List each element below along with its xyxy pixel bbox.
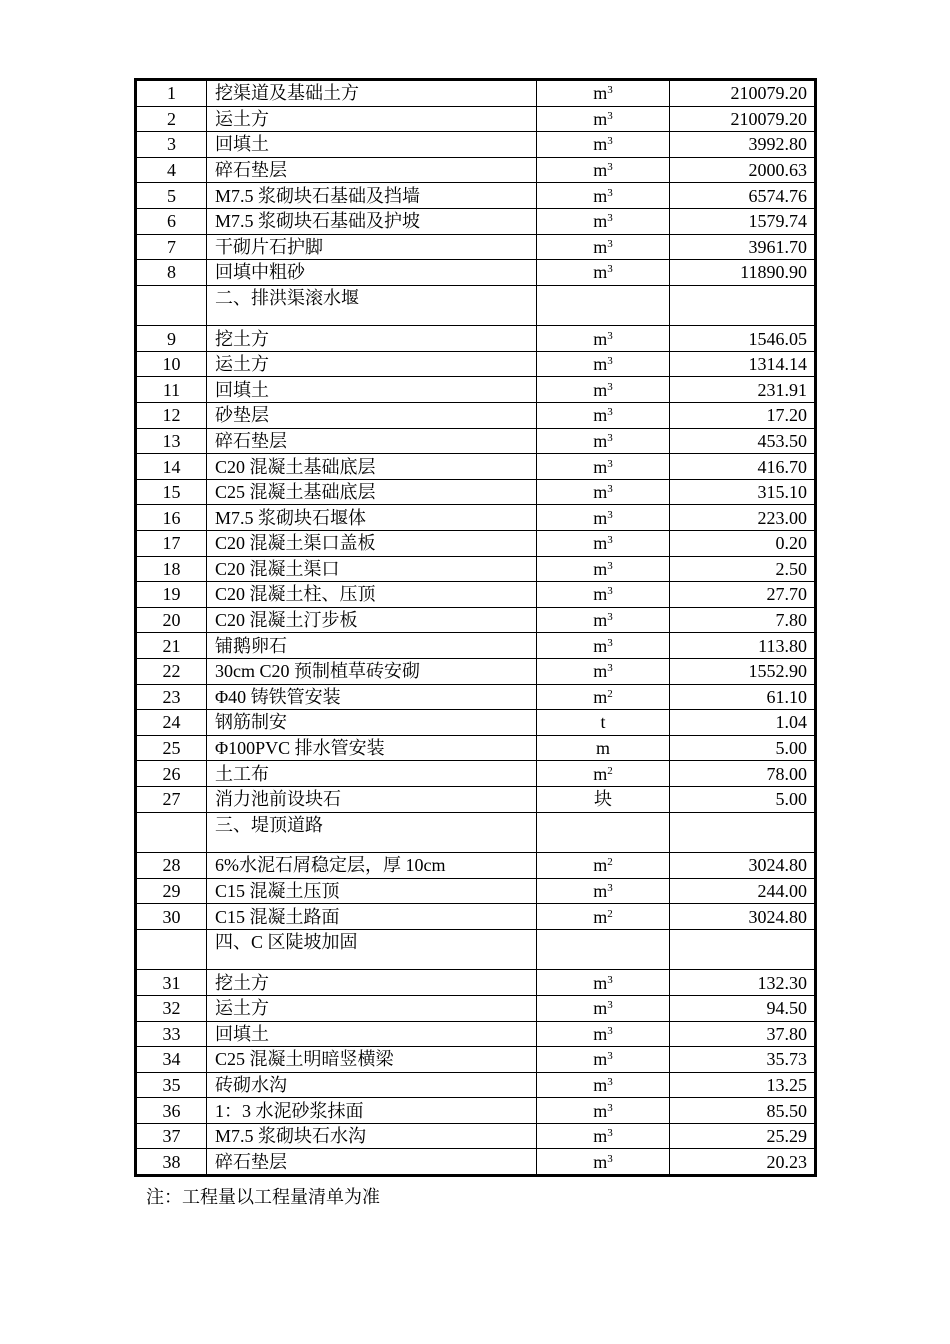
- row-number: 28: [136, 853, 207, 879]
- item-name: 运土方: [207, 995, 537, 1021]
- quantity-value: 78.00: [670, 761, 816, 787]
- table-row: [136, 878, 816, 904]
- item-name: 回填土: [207, 1021, 537, 1047]
- unit-text: m: [593, 379, 608, 400]
- unit-text: m: [593, 1023, 608, 1044]
- unit-text: m: [593, 763, 608, 784]
- unit-text: m: [593, 262, 608, 283]
- unit-text: m: [593, 1151, 608, 1172]
- unit-cell: [537, 853, 670, 879]
- quantity-value: 2.50: [670, 556, 816, 582]
- table-row: [136, 904, 816, 930]
- unit-cell: [537, 351, 670, 377]
- quantity-value: 132.30: [670, 970, 816, 996]
- row-number: 32: [136, 995, 207, 1021]
- item-name: 挖土方: [207, 326, 537, 352]
- unit-text: m: [593, 354, 608, 375]
- row-number: 9: [136, 326, 207, 352]
- row-number: 34: [136, 1047, 207, 1073]
- table-row: [136, 1098, 816, 1124]
- unit-text: m: [593, 855, 608, 876]
- unit-text: m: [593, 507, 608, 528]
- item-name: 碎石垫层: [207, 157, 537, 183]
- table-row: [136, 995, 816, 1021]
- row-number: 11: [136, 377, 207, 403]
- row-number: 18: [136, 556, 207, 582]
- item-name: Φ100PVC 排水管安装: [207, 735, 537, 761]
- row-number: 14: [136, 454, 207, 480]
- row-number: 5: [136, 183, 207, 209]
- unit-cell: [537, 929, 670, 970]
- table-row: [136, 1072, 816, 1098]
- table-row: [136, 607, 816, 633]
- quantity-value: 210079.20: [670, 80, 816, 107]
- table-row: [136, 556, 816, 582]
- unit-cell: [537, 479, 670, 505]
- unit-exponent: 3: [607, 881, 613, 894]
- item-name: C20 混凝土渠口: [207, 556, 537, 582]
- row-number: 8: [136, 260, 207, 286]
- row-number: 3: [136, 132, 207, 158]
- unit-cell: [537, 80, 670, 107]
- quantity-value: 17.20: [670, 403, 816, 429]
- unit-text: 块: [594, 789, 612, 810]
- row-number: 13: [136, 428, 207, 454]
- row-number: 16: [136, 505, 207, 531]
- quantity-value: 94.50: [670, 995, 816, 1021]
- unit-exponent: 3: [607, 999, 613, 1012]
- unit-text: m: [593, 635, 608, 656]
- unit-cell: [537, 157, 670, 183]
- row-number: 26: [136, 761, 207, 787]
- unit-cell: [537, 1098, 670, 1124]
- unit-exponent: 3: [607, 973, 613, 986]
- unit-exponent: 3: [607, 237, 613, 250]
- row-number: 17: [136, 531, 207, 557]
- table-row: [136, 710, 816, 736]
- section-row: [136, 929, 816, 970]
- item-name: 回填土: [207, 132, 537, 158]
- unit-text: m: [593, 1049, 608, 1070]
- unit-text: m: [593, 880, 608, 901]
- table-row: [136, 326, 816, 352]
- unit-exponent: 3: [607, 212, 613, 225]
- quantity-value: 1579.74: [670, 208, 816, 234]
- unit-text: m: [593, 686, 608, 707]
- table-row: [136, 403, 816, 429]
- row-number: [136, 812, 207, 853]
- unit-exponent: 3: [607, 109, 613, 122]
- quantity-value: 85.50: [670, 1098, 816, 1124]
- unit-text: m: [593, 405, 608, 426]
- row-number: 12: [136, 403, 207, 429]
- unit-text: m: [593, 430, 608, 451]
- item-name: 1：3 水泥砂浆抹面: [207, 1098, 537, 1124]
- item-name: 回填中粗砂: [207, 260, 537, 286]
- section-row: [136, 285, 816, 326]
- table-row: [136, 735, 816, 761]
- table-row: [136, 531, 816, 557]
- table-row: [136, 454, 816, 480]
- row-number: 38: [136, 1149, 207, 1176]
- unit-text: m: [593, 610, 608, 631]
- table-row: [136, 658, 816, 684]
- table-row: [136, 183, 816, 209]
- quantity-value: 244.00: [670, 878, 816, 904]
- section-title: 三、堤顶道路: [207, 812, 537, 853]
- item-name: 6%水泥石屑稳定层，厚 10cm: [207, 853, 537, 879]
- row-number: 27: [136, 786, 207, 812]
- item-name: 砖砌水沟: [207, 1072, 537, 1098]
- table-row: [136, 80, 816, 107]
- quantity-value: 2000.63: [670, 157, 816, 183]
- unit-exponent: 3: [607, 559, 613, 572]
- quantity-value: 5.00: [670, 786, 816, 812]
- item-name: M7.5 浆砌块石堰体: [207, 505, 537, 531]
- unit-cell: [537, 454, 670, 480]
- unit-cell: [537, 904, 670, 930]
- unit-text: m: [593, 236, 608, 257]
- item-name: 砂垫层: [207, 403, 537, 429]
- unit-cell: [537, 556, 670, 582]
- unit-cell: [537, 970, 670, 996]
- table-row: [136, 1149, 816, 1176]
- unit-cell: [537, 106, 670, 132]
- unit-text: t: [600, 712, 606, 733]
- item-name: 运土方: [207, 106, 537, 132]
- quantity-value: [670, 285, 816, 326]
- unit-exponent: 2: [607, 687, 613, 700]
- table-row: [136, 208, 816, 234]
- table-row: [136, 684, 816, 710]
- unit-exponent: 3: [607, 84, 613, 97]
- unit-exponent: 3: [607, 1101, 613, 1114]
- table-row: [136, 377, 816, 403]
- unit-exponent: 3: [607, 431, 613, 444]
- unit-exponent: 3: [607, 263, 613, 276]
- unit-exponent: 3: [607, 611, 613, 624]
- unit-cell: [537, 260, 670, 286]
- item-name: C15 混凝土压顶: [207, 878, 537, 904]
- quantity-value: 13.25: [670, 1072, 816, 1098]
- unit-text: m: [593, 108, 608, 129]
- quantity-value: 210079.20: [670, 106, 816, 132]
- quantity-value: 3961.70: [670, 234, 816, 260]
- row-number: 15: [136, 479, 207, 505]
- quantity-value: 3024.80: [670, 853, 816, 879]
- row-number: [136, 285, 207, 326]
- table-row: [136, 157, 816, 183]
- unit-exponent: 3: [607, 355, 613, 368]
- item-name: C15 混凝土路面: [207, 904, 537, 930]
- table-row: [136, 582, 816, 608]
- item-name: Φ40 铸铁管安装: [207, 684, 537, 710]
- unit-text: m: [593, 482, 608, 503]
- item-name: C20 混凝土渠口盖板: [207, 531, 537, 557]
- quantity-value: [670, 812, 816, 853]
- unit-text: m: [593, 1100, 608, 1121]
- section-title: 二、排洪渠滚水堰: [207, 285, 537, 326]
- unit-exponent: 3: [607, 1152, 613, 1165]
- unit-cell: [537, 1123, 670, 1149]
- quantity-value: 25.29: [670, 1123, 816, 1149]
- unit-exponent: 3: [607, 1050, 613, 1063]
- row-number: 20: [136, 607, 207, 633]
- quantity-value: 37.80: [670, 1021, 816, 1047]
- row-number: 19: [136, 582, 207, 608]
- unit-cell: [537, 428, 670, 454]
- row-number: 22: [136, 658, 207, 684]
- unit-exponent: 3: [607, 135, 613, 148]
- quantity-value: 11890.90: [670, 260, 816, 286]
- unit-cell: [537, 234, 670, 260]
- unit-exponent: 3: [607, 457, 613, 470]
- row-number: 2: [136, 106, 207, 132]
- unit-text: m: [595, 738, 610, 759]
- table-row: [136, 260, 816, 286]
- unit-exponent: 3: [607, 1075, 613, 1088]
- unit-exponent: 2: [607, 907, 613, 920]
- unit-cell: [537, 326, 670, 352]
- table-row: [136, 1047, 816, 1073]
- quantity-value: 5.00: [670, 735, 816, 761]
- row-number: 33: [136, 1021, 207, 1047]
- table-row: [136, 853, 816, 879]
- unit-cell: [537, 1149, 670, 1176]
- table-row: [136, 970, 816, 996]
- unit-cell: [537, 1021, 670, 1047]
- unit-exponent: 2: [607, 764, 613, 777]
- quantity-table-body: [136, 80, 816, 1176]
- unit-cell: [537, 1072, 670, 1098]
- row-number: 24: [136, 710, 207, 736]
- unit-text: m: [593, 83, 608, 104]
- row-number: 31: [136, 970, 207, 996]
- item-name: 挖渠道及基础土方: [207, 80, 537, 107]
- row-number: 4: [136, 157, 207, 183]
- quantity-value: 223.00: [670, 505, 816, 531]
- item-name: 土工布: [207, 761, 537, 787]
- row-number: [136, 929, 207, 970]
- row-number: 1: [136, 80, 207, 107]
- quantity-value: 1546.05: [670, 326, 816, 352]
- unit-cell: [537, 285, 670, 326]
- item-name: 30cm C20 预制植草砖安砌: [207, 658, 537, 684]
- item-name: M7.5 浆砌块石基础及护坡: [207, 208, 537, 234]
- item-name: C20 混凝土基础底层: [207, 454, 537, 480]
- quantity-value: 315.10: [670, 479, 816, 505]
- unit-text: m: [593, 185, 608, 206]
- row-number: 6: [136, 208, 207, 234]
- unit-exponent: 3: [607, 636, 613, 649]
- unit-text: m: [593, 456, 608, 477]
- unit-text: m: [593, 160, 608, 181]
- table-row: [136, 234, 816, 260]
- unit-cell: [537, 607, 670, 633]
- unit-cell: [537, 786, 670, 812]
- item-name: 运土方: [207, 351, 537, 377]
- unit-text: m: [593, 558, 608, 579]
- unit-exponent: 3: [607, 585, 613, 598]
- quantity-value: 0.20: [670, 531, 816, 557]
- unit-exponent: 3: [607, 662, 613, 675]
- row-number: 30: [136, 904, 207, 930]
- item-name: 碎石垫层: [207, 1149, 537, 1176]
- footnote: 注：工程量以工程量清单为准: [146, 1187, 380, 1207]
- unit-text: m: [593, 1126, 608, 1147]
- quantity-value: 453.50: [670, 428, 816, 454]
- row-number: 36: [136, 1098, 207, 1124]
- unit-exponent: 3: [607, 406, 613, 419]
- unit-cell: [537, 582, 670, 608]
- table-row: [136, 1123, 816, 1149]
- section-row: [136, 812, 816, 853]
- row-number: 35: [136, 1072, 207, 1098]
- unit-text: m: [593, 584, 608, 605]
- unit-cell: [537, 208, 670, 234]
- unit-cell: [537, 658, 670, 684]
- row-number: 7: [136, 234, 207, 260]
- item-name: 干砌片石护脚: [207, 234, 537, 260]
- row-number: 10: [136, 351, 207, 377]
- quantity-value: 3024.80: [670, 904, 816, 930]
- item-name: 回填土: [207, 377, 537, 403]
- row-number: 29: [136, 878, 207, 904]
- unit-text: m: [593, 1074, 608, 1095]
- quantity-value: 61.10: [670, 684, 816, 710]
- unit-exponent: 3: [607, 329, 613, 342]
- row-number: 25: [136, 735, 207, 761]
- unit-exponent: 3: [607, 483, 613, 496]
- unit-cell: [537, 710, 670, 736]
- quantity-value: 1.04: [670, 710, 816, 736]
- unit-exponent: 3: [607, 186, 613, 199]
- unit-cell: [537, 761, 670, 787]
- unit-cell: [537, 531, 670, 557]
- row-number: 23: [136, 684, 207, 710]
- unit-cell: [537, 735, 670, 761]
- item-name: C25 混凝土基础底层: [207, 479, 537, 505]
- quantity-value: 1314.14: [670, 351, 816, 377]
- quantity-value: 3992.80: [670, 132, 816, 158]
- unit-cell: [537, 1047, 670, 1073]
- unit-cell: [537, 684, 670, 710]
- unit-cell: [537, 377, 670, 403]
- unit-text: m: [593, 328, 608, 349]
- quantity-value: 20.23: [670, 1149, 816, 1176]
- unit-cell: [537, 132, 670, 158]
- quantity-value: [670, 929, 816, 970]
- table-row: [136, 106, 816, 132]
- quantity-table: [134, 78, 817, 1177]
- unit-cell: [537, 633, 670, 659]
- unit-cell: [537, 505, 670, 531]
- unit-exponent: 3: [607, 508, 613, 521]
- quantity-value: 27.70: [670, 582, 816, 608]
- item-name: 碎石垫层: [207, 428, 537, 454]
- unit-exponent: 3: [607, 1127, 613, 1140]
- unit-exponent: 3: [607, 161, 613, 174]
- unit-exponent: 3: [607, 380, 613, 393]
- item-name: 钢筋制安: [207, 710, 537, 736]
- table-row: [136, 505, 816, 531]
- quantity-value: 113.80: [670, 633, 816, 659]
- item-name: 铺鹅卵石: [207, 633, 537, 659]
- item-name: C20 混凝土柱、压顶: [207, 582, 537, 608]
- unit-exponent: 2: [607, 856, 613, 869]
- unit-cell: [537, 878, 670, 904]
- table-row: [136, 633, 816, 659]
- table-row: [136, 351, 816, 377]
- table-row: [136, 428, 816, 454]
- unit-exponent: 3: [607, 534, 613, 547]
- unit-text: m: [593, 533, 608, 554]
- quantity-value: 35.73: [670, 1047, 816, 1073]
- quantity-value: 6574.76: [670, 183, 816, 209]
- unit-cell: [537, 995, 670, 1021]
- unit-text: m: [593, 211, 608, 232]
- table-row: [136, 786, 816, 812]
- section-title: 四、C 区陡坡加固: [207, 929, 537, 970]
- unit-text: m: [593, 972, 608, 993]
- table-row: [136, 132, 816, 158]
- unit-cell: [537, 403, 670, 429]
- table-row: [136, 479, 816, 505]
- unit-exponent: 3: [607, 1024, 613, 1037]
- item-name: 挖土方: [207, 970, 537, 996]
- item-name: M7.5 浆砌块石基础及挡墙: [207, 183, 537, 209]
- table-row: [136, 1021, 816, 1047]
- table-row: [136, 761, 816, 787]
- quantity-value: 416.70: [670, 454, 816, 480]
- row-number: 37: [136, 1123, 207, 1149]
- unit-text: m: [593, 134, 608, 155]
- unit-text: m: [593, 661, 608, 682]
- unit-text: m: [593, 998, 608, 1019]
- item-name: M7.5 浆砌块石水沟: [207, 1123, 537, 1149]
- unit-cell: [537, 812, 670, 853]
- quantity-value: 1552.90: [670, 658, 816, 684]
- quantity-value: 231.91: [670, 377, 816, 403]
- item-name: 消力池前设块石: [207, 786, 537, 812]
- unit-text: m: [593, 906, 608, 927]
- unit-cell: [537, 183, 670, 209]
- item-name: C25 混凝土明暗竖横梁: [207, 1047, 537, 1073]
- row-number: 21: [136, 633, 207, 659]
- quantity-value: 7.80: [670, 607, 816, 633]
- item-name: C20 混凝土汀步板: [207, 607, 537, 633]
